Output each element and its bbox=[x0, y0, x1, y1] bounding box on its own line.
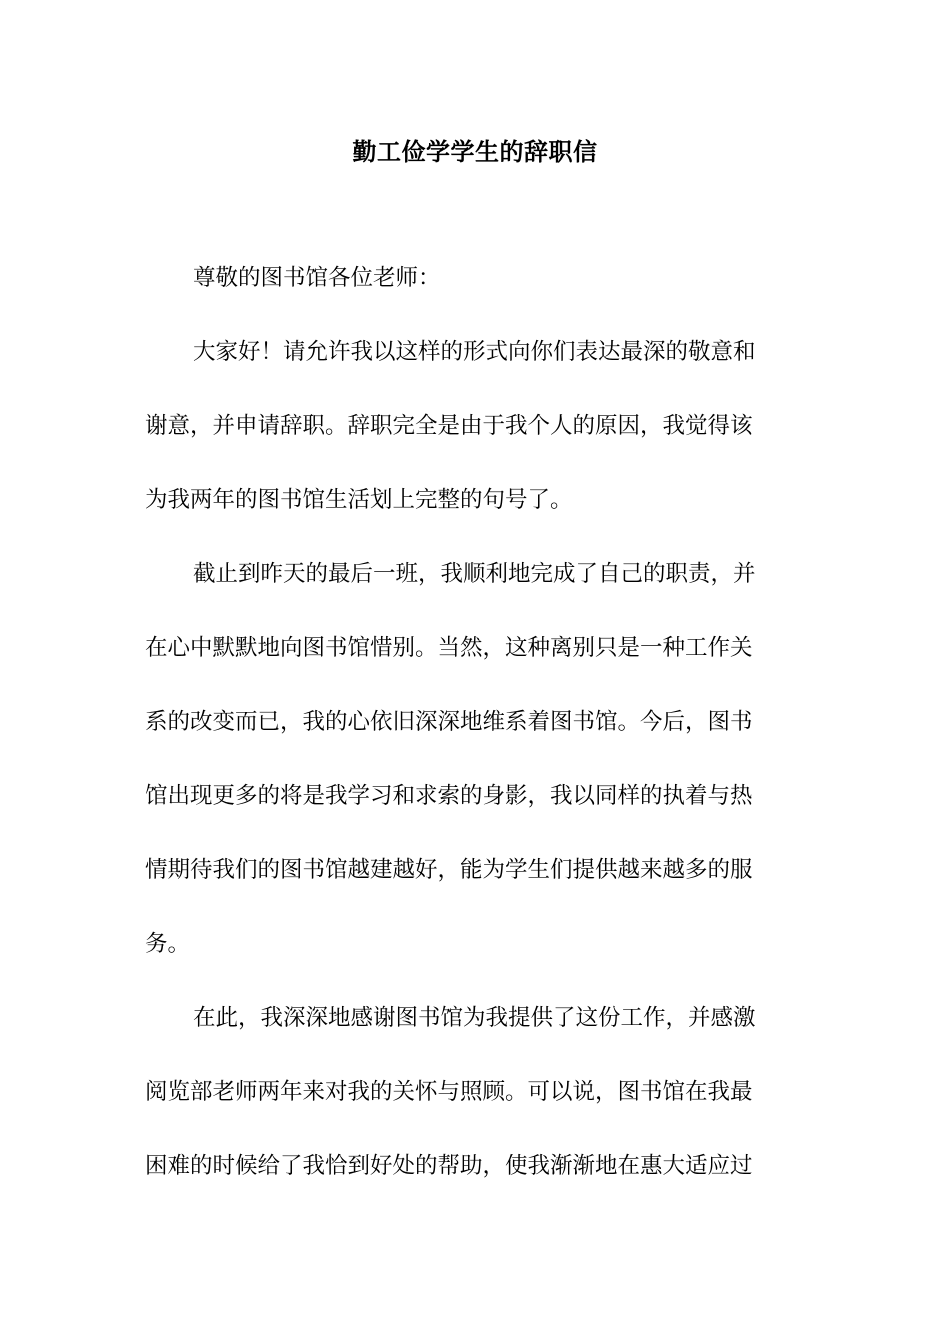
paragraph-2-line-2: 在心中默默地向图书馆惜别。当然，这种离别只是一种工作关 bbox=[145, 635, 753, 661]
paragraph-3-line-1: 在此，我深深地感谢图书馆为我提供了这份工作，并感激 bbox=[193, 1005, 756, 1031]
paragraph-2-line-6: 务。 bbox=[145, 931, 191, 957]
paragraph-2-line-4: 馆出现更多的将是我学习和求索的身影，我以同样的执着与热 bbox=[145, 783, 753, 809]
paragraph-2-line-5: 情期待我们的图书馆越建越好，能为学生们提供越来越多的服 bbox=[145, 857, 753, 883]
document-title: 勤工俭学学生的辞职信 bbox=[352, 137, 598, 166]
paragraph-1-line-2: 谢意，并申请辞职。辞职完全是由于我个人的原因，我觉得该 bbox=[145, 413, 753, 439]
paragraph-1-line-1: 大家好！请允许我以这样的形式向你们表达最深的敬意和 bbox=[193, 339, 756, 365]
paragraph-2-line-1: 截止到昨天的最后一班，我顺利地完成了自己的职责，并 bbox=[193, 561, 756, 587]
paragraph-1-line-3: 为我两年的图书馆生活划上完整的句号了。 bbox=[145, 487, 573, 513]
paragraph-2-line-3: 系的改变而已，我的心依旧深深地维系着图书馆。今后，图书 bbox=[145, 709, 753, 735]
salutation-line: 尊敬的图书馆各位老师： bbox=[193, 265, 441, 291]
paragraph-3-line-2: 阅览部老师两年来对我的关怀与照顾。可以说，图书馆在我最 bbox=[145, 1079, 753, 1105]
document-body bbox=[145, 258, 825, 1220]
paragraph-3-line-3: 困难的时候给了我恰到好处的帮助，使我渐渐地在惠大适应过 bbox=[145, 1153, 753, 1179]
